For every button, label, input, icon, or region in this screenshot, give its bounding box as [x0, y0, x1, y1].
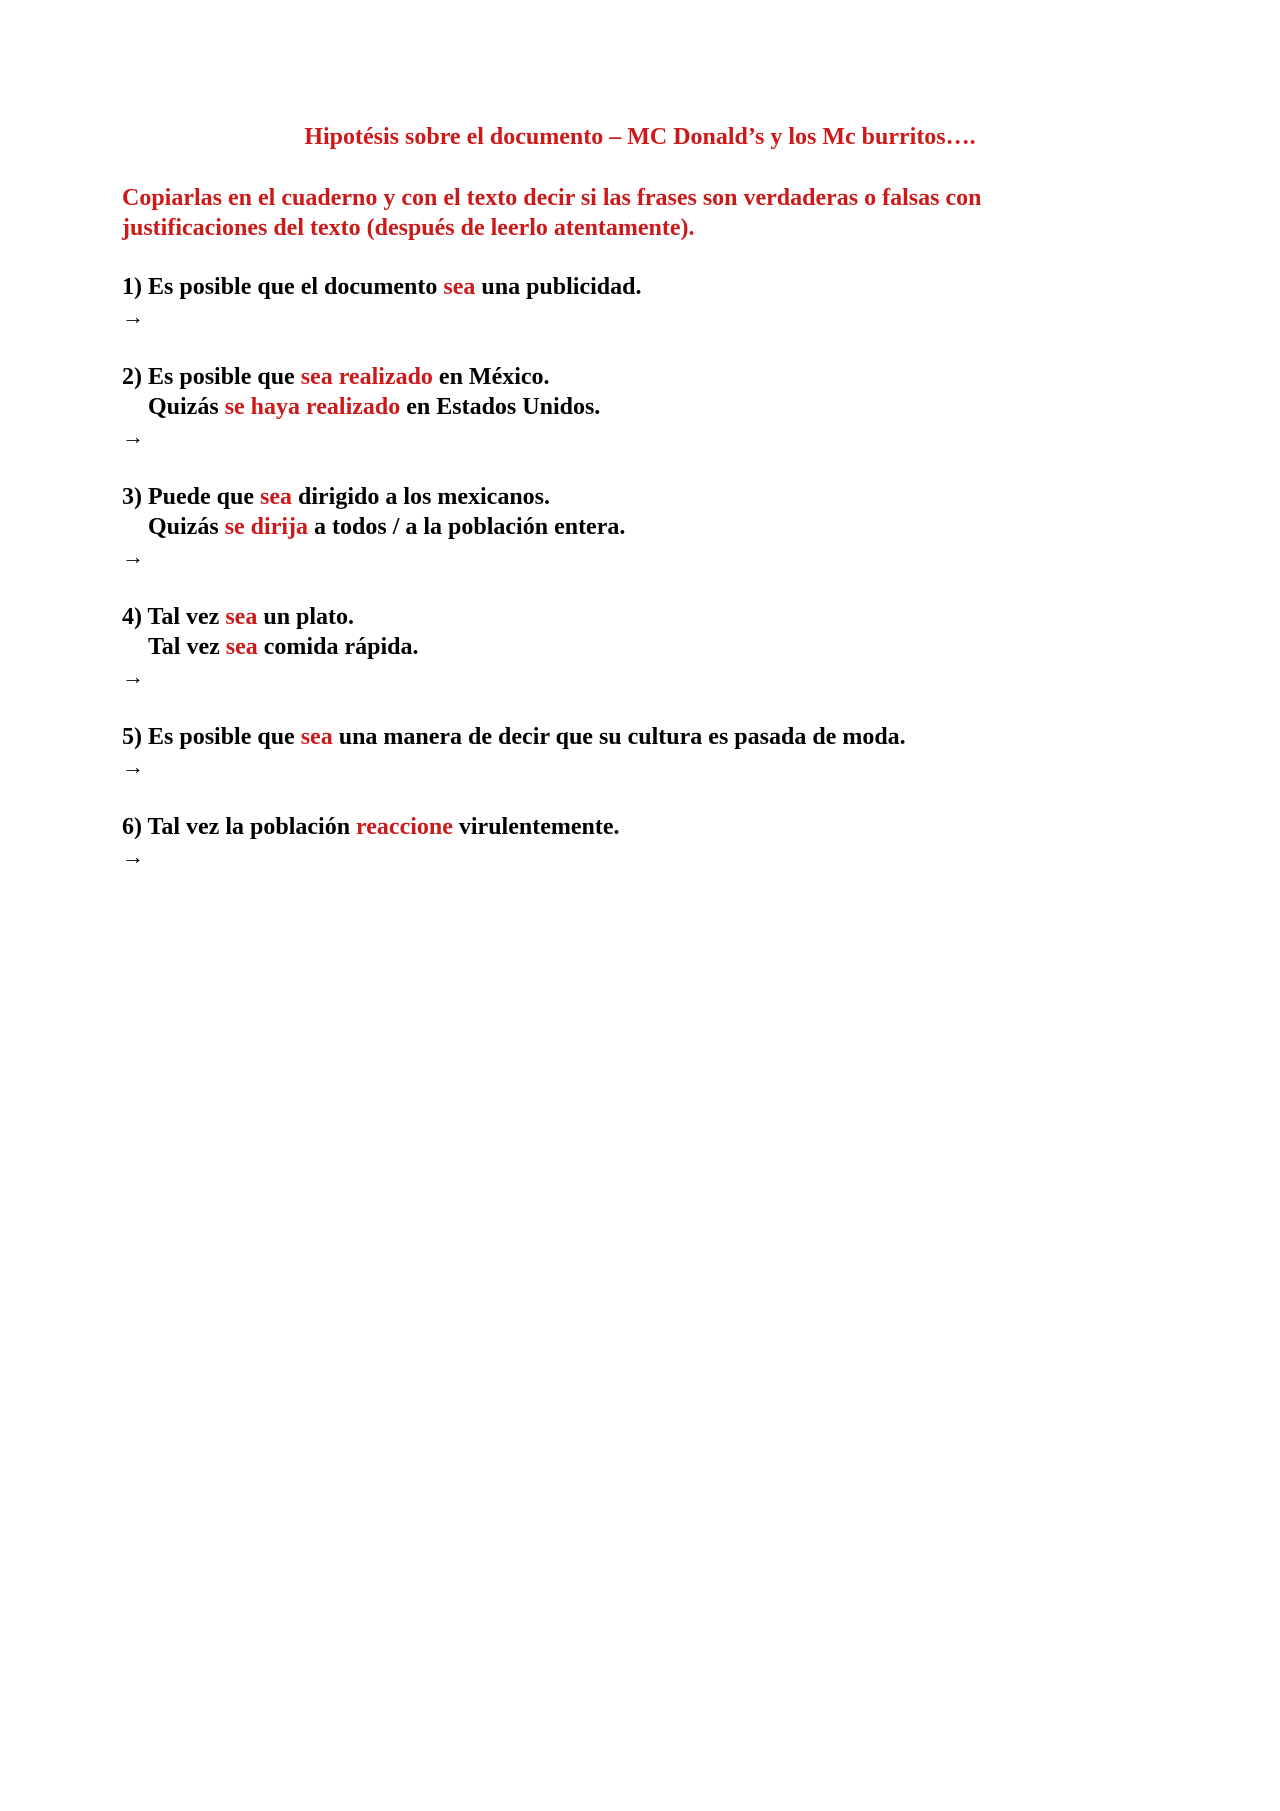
- hypothesis-item-2: [122, 362, 1162, 452]
- sentence-text: comida rápida.: [257, 634, 419, 660]
- hypothesis-list: [122, 272, 1162, 902]
- verb-highlight: sea: [443, 274, 476, 300]
- sentence-text: 3) Puede que: [122, 484, 260, 510]
- hypothesis-item-1: [122, 272, 1162, 332]
- sentence: [122, 482, 1162, 512]
- verb-highlight: se haya realizado: [224, 394, 401, 420]
- sentence: [122, 722, 1162, 752]
- verb-highlight: sea: [300, 724, 333, 750]
- sentence: [122, 512, 1162, 542]
- sentence: [122, 362, 1162, 392]
- sentence-text: Quizás: [148, 514, 225, 540]
- sentence-text: en Estados Unidos.: [400, 394, 601, 420]
- sentence: [122, 632, 1162, 662]
- sentence-text: 1) Es posible que el documento: [122, 274, 444, 300]
- sentence-text: en México.: [432, 364, 550, 390]
- sentence-text: 5) Es posible que: [122, 724, 301, 750]
- sentence-text: 4) Tal vez: [122, 604, 226, 630]
- answer-arrow-icon: →: [122, 304, 144, 329]
- sentence-text: virulentemente.: [452, 814, 620, 840]
- sentence: [122, 272, 1162, 302]
- sentence-text: Quizás: [148, 394, 225, 420]
- sentence-text: una manera de decir que su cultura es pasada de moda.: [332, 724, 906, 750]
- hypothesis-item-5: [122, 722, 1162, 782]
- answer-arrow-icon: →: [122, 754, 144, 779]
- sentence: [122, 392, 1162, 422]
- verb-highlight: se dirija: [224, 514, 309, 540]
- answer-arrow-icon: →: [122, 664, 144, 689]
- answer-arrow-icon: →: [122, 424, 144, 449]
- answer-arrow-icon: →: [122, 844, 144, 869]
- hypothesis-item-6: [122, 812, 1162, 872]
- document-title: Hipotésis sobre el documento – MC Donald’s y los Mc burritos….: [304, 124, 976, 150]
- verb-highlight: sea: [225, 604, 258, 630]
- sentence-text: 6) Tal vez la población: [122, 814, 357, 840]
- hypothesis-item-3: [122, 482, 1162, 572]
- sentence-text: Tal vez: [148, 634, 226, 660]
- verb-highlight: sea: [225, 634, 258, 660]
- sentence: [122, 812, 1162, 842]
- sentence-text: 2) Es posible que: [122, 364, 301, 390]
- sentence-text: un plato.: [257, 604, 355, 630]
- sentence-text: dirigido a los mexicanos.: [292, 484, 551, 510]
- verb-highlight: reaccione: [356, 814, 453, 840]
- sentence-text: a todos / a la población entera.: [308, 514, 626, 540]
- answer-arrow-icon: →: [122, 544, 144, 569]
- instructions-line-1: Copiarlas en el cuaderno y con el texto decir si las frases son verdaderas o falsas con: [122, 185, 982, 211]
- sentence-text: una publicidad.: [475, 274, 642, 300]
- verb-highlight: sea: [260, 484, 292, 510]
- instructions-line-2: justificaciones del texto (después de leerlo atentamente).: [122, 215, 695, 241]
- hypothesis-item-4: [122, 602, 1162, 692]
- verb-highlight: sea realizado: [300, 364, 433, 390]
- instructions: [122, 183, 1122, 243]
- sentence: [122, 602, 1162, 632]
